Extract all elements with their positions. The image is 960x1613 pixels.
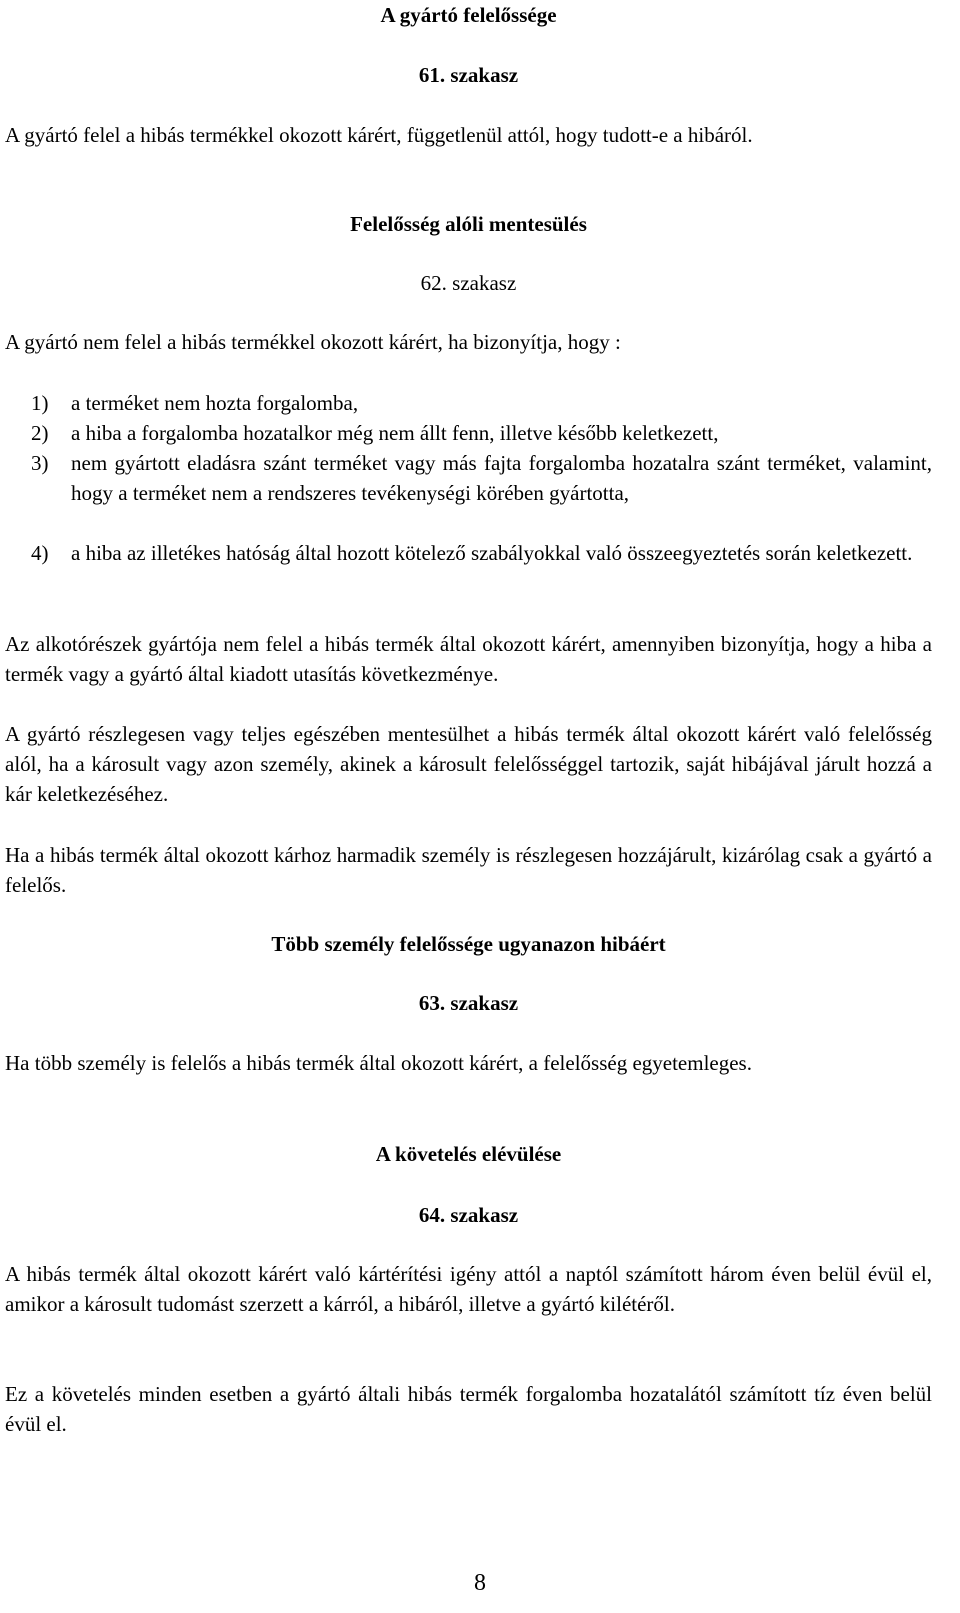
conditions-list xyxy=(5,388,932,598)
paragraph: Az alkotórészek gyártója nem felel a hibás termék által okozott kárért, amennyiben bizonyítja, hogy a hiba a termék vagy a gyártó által kiadott utasítás következménye. xyxy=(5,632,932,686)
list-item-text: a hiba a forgalomba hozatalkor még nem állt fenn, illetve később keletkezett, xyxy=(71,421,719,445)
list-item xyxy=(5,538,932,598)
list-item xyxy=(5,388,932,418)
paragraph: A gyártó részlegesen vagy teljes egészében mentesülhet a hibás termék által okozott kárért való felelősség alól, ha a károsult vagy azon személy, akinek a károsult felelősséggel tartozik, saját hibájával járult hozzá a kár keletkezéséhez. xyxy=(5,722,932,806)
paragraph: Ha a hibás termék által okozott kárhoz harmadik személy is részlegesen hozzájárult, kizárólag csak a gyártó a felelős. xyxy=(5,843,932,897)
section-number: 64. szakasz xyxy=(418,1203,519,1227)
list-item-text: a terméket nem hozta forgalomba, xyxy=(71,391,359,415)
section-title: A követelés elévülése xyxy=(375,1142,562,1166)
paragraph: A hibás termék által okozott kárért való kártérítési igény attól a naptól számított három éven belül évül el, amikor a károsult tudomást szerzett a kárról, a hibáról, illetve a gyártó kilétéről. xyxy=(5,1262,932,1316)
list-item-number: 3) xyxy=(31,451,49,475)
list-item-number: 1) xyxy=(31,391,49,415)
list-item xyxy=(5,418,932,448)
section-title: A gyártó felelőssége xyxy=(380,3,557,27)
page-number: 8 xyxy=(474,1570,486,1596)
section-number: 62. szakasz xyxy=(420,271,517,295)
section-title: Felelősség alóli mentesülés xyxy=(350,212,587,236)
section-number: 61. szakasz xyxy=(418,63,519,87)
list-item-number: 2) xyxy=(31,421,49,445)
paragraph: Ez a követelés minden esetben a gyártó általi hibás termék forgalomba hozatalától számított tíz éven belül évül el. xyxy=(5,1382,932,1436)
section-title: Több személy felelőssége ugyanazon hibáért xyxy=(271,932,666,956)
list-item-number: 4) xyxy=(31,541,49,565)
list-item-text: a hiba az illetékes hatóság által hozott kötelező szabályokkal való összeegyeztetés során keletkezett. xyxy=(71,541,913,565)
paragraph: A gyártó felel a hibás termékkel okozott kárért, függetlenül attól, hogy tudott-e a hibáról. xyxy=(5,123,753,147)
list-item xyxy=(5,448,932,538)
list-item-text: nem gyártott eladásra szánt terméket vagy más fajta forgalomba hozatalra szánt terméket, valamint, hogy a terméket nem a rendszeres tevékenységi körében gyártotta, xyxy=(71,451,932,505)
paragraph: A gyártó nem felel a hibás termékkel okozott kárért, ha bizonyítja, hogy : xyxy=(5,330,621,354)
paragraph: Ha több személy is felelős a hibás termék által okozott kárért, a felelősség egyetemleges. xyxy=(5,1051,752,1075)
section-number: 63. szakasz xyxy=(418,991,519,1015)
